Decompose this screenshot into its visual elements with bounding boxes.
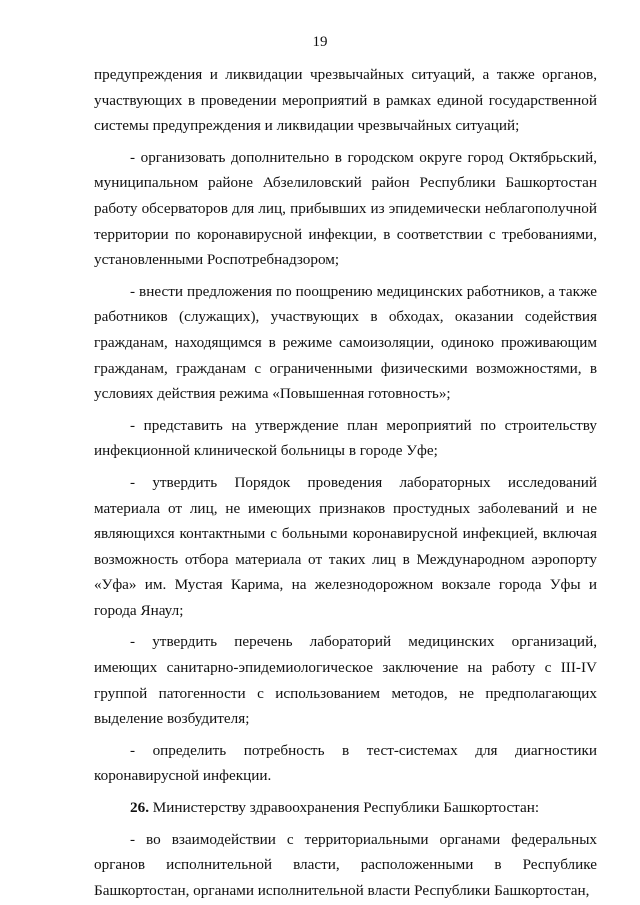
paragraph-4: - представить на утверждение план мероприятий по строительству инфекционной клинической больницы в городе Уфе; — [94, 416, 597, 460]
page-number: 19 — [312, 34, 328, 50]
section-number: 26. — [130, 799, 149, 817]
document-body — [94, 62, 597, 903]
paragraph-2: - организовать дополнительно в городском округе город Октябрьский, муниципальном районе Абзелиловский район Республики Башкортостан работу обсерваторов для лиц, прибывших из эпидемически неблагополучной территории по коронавирусной инфекции, в соответствии с требованиями, установленными Роспотребнадзором; — [94, 148, 597, 269]
section-title: Министерству здравоохранения Республики Башкортостан: — [152, 799, 540, 817]
paragraph-3: - внести предложения по поощрению медицинских работников, а также работников (служащих), участвующих в обходах, оказании содействия гражданам, находящимся в режиме самоизоляции, одиноко проживающим гражданам, гражданам с ограниченными физическими возможностями, в условиях действия режима «Повышенная готовность»; — [94, 282, 597, 403]
paragraph-1: предупреждения и ликвидации чрезвычайных ситуаций, а также органов, участвующих в проведении мероприятий в рамках единой государственной системы предупреждения и ликвидации чрезвычайных ситуаций; — [94, 66, 597, 135]
paragraph-6: - утвердить перечень лабораторий медицинских организаций, имеющих санитарно-эпидемиологическое заключение на работу с III-IV группой патогенности с использованием методов, не предполагающих выделение возбудителя; — [94, 633, 597, 728]
section-heading — [94, 795, 597, 821]
paragraph-7: - определить потребность в тест-системах для диагностики коронавирусной инфекции. — [94, 741, 597, 785]
paragraph-8: - во взаимодействии с территориальными органами федеральных органов исполнительной власти, расположенными в Республике Башкортостан, органами исполнительной власти Республики Башкортостан, — [94, 830, 597, 899]
paragraph-5: - утвердить Порядок проведения лабораторных исследований материала от лиц, не имеющих признаков простудных заболеваний и не являющихся контактными с больными коронавирусной инфекцией, включая возможность отбора материала от таких лиц в Международном аэропорту «Уфа» им. Мустая Карима, на железнодорожном вокзале города Уфы и города Янаул; — [94, 473, 597, 619]
